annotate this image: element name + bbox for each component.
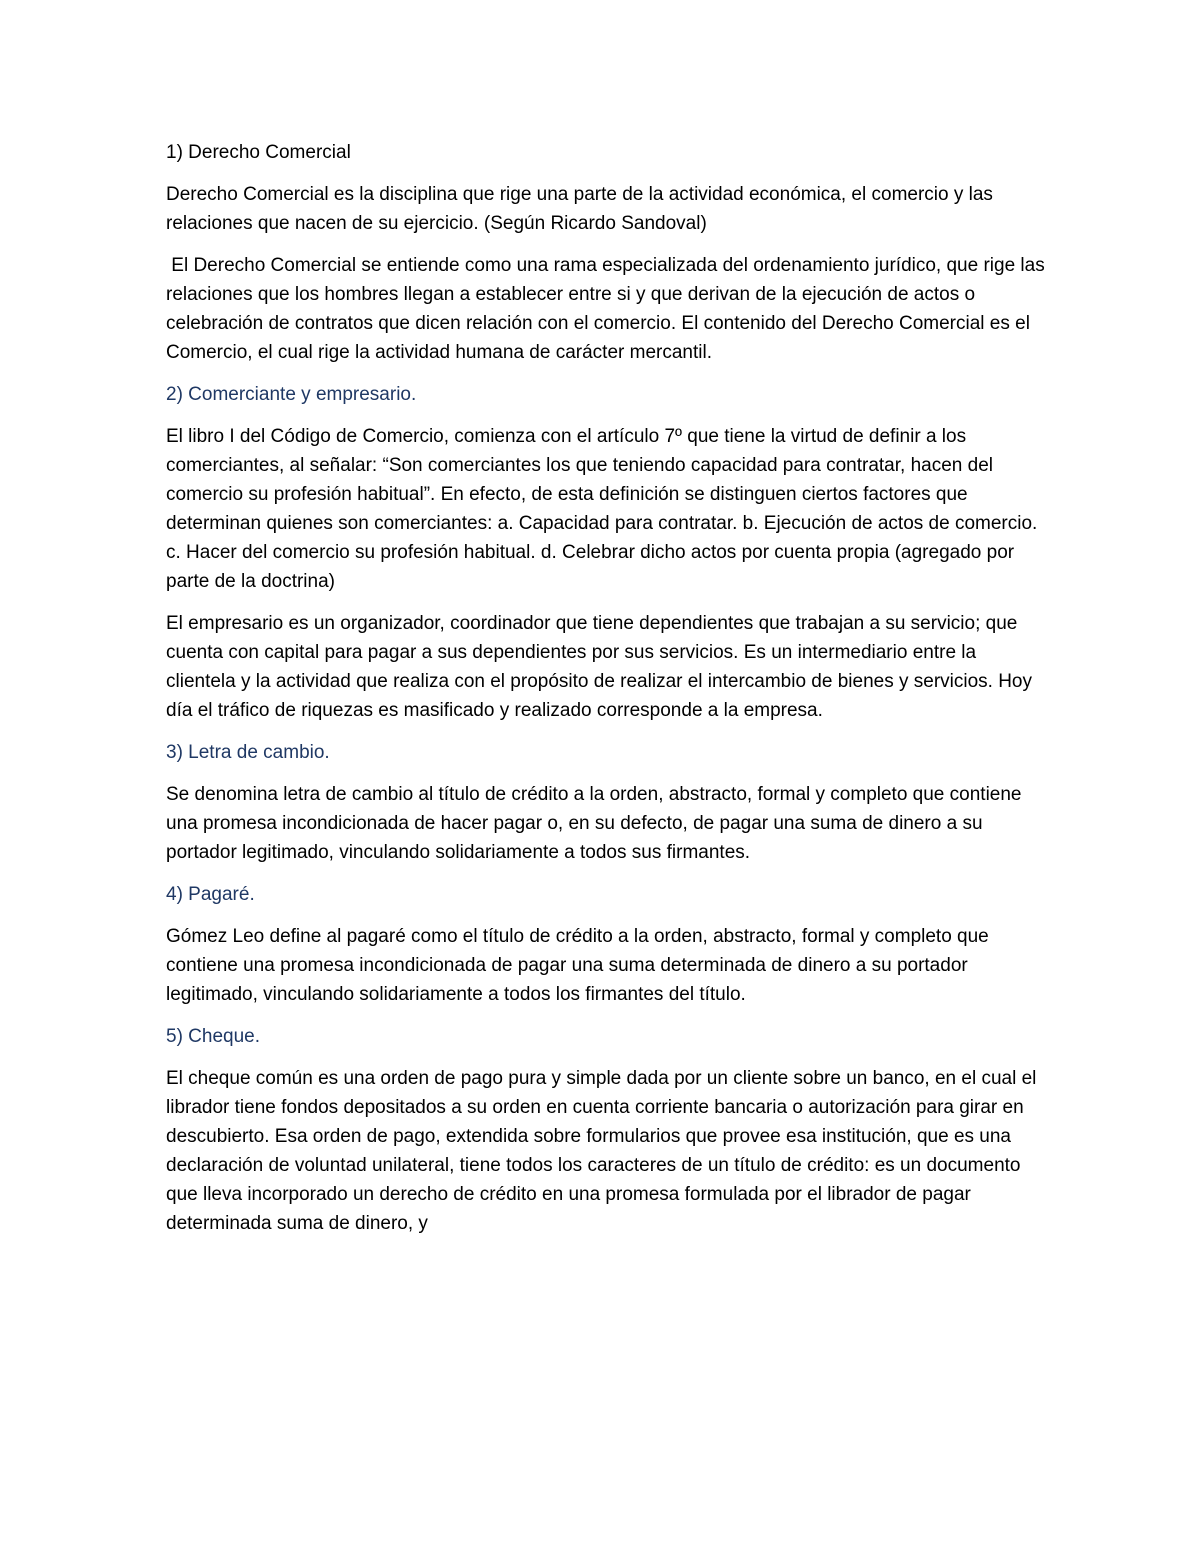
section-heading: 4) Pagaré. — [166, 884, 255, 905]
section-letra-de-cambio — [166, 738, 1046, 867]
paragraph: Derecho Comercial es la disciplina que rige una parte de la actividad económica, el comercio y las relaciones que nacen de su ejercicio. (Según Ricardo Sandoval) — [166, 184, 993, 234]
section-comerciante-empresario — [166, 380, 1046, 725]
paragraph: Gómez Leo define al pagaré como el título de crédito a la orden, abstracto, formal y completo que contiene una promesa incondicionada de pagar una suma determinada de dinero a su portador legitimado, vinculando solidariamente a todos los firmantes del título. — [166, 926, 989, 1005]
section-heading: 5) Cheque. — [166, 1026, 261, 1047]
paragraph: El cheque común es una orden de pago pura y simple dada por un cliente sobre un banco, en el cual el librador tiene fondos depositados a su orden en cuenta corriente bancaria o autorización para girar en descubierto. Esa orden de pago, extendida sobre formularios que provee esa institución, que es una declaración de voluntad unilateral, tiene todos los caracteres de un título de crédito: es un documento que lleva incorporado un derecho de crédito en una promesa formulada por el librador de pagar determinada suma de dinero, y — [166, 1068, 1037, 1234]
section-heading: 1) Derecho Comercial — [166, 142, 351, 163]
section-heading: 2) Comerciante y empresario. — [166, 384, 417, 405]
section-cheque — [166, 1022, 1046, 1238]
section-derecho-comercial — [166, 138, 1050, 367]
section-pagare — [166, 880, 1046, 1009]
section-heading: 3) Letra de cambio. — [166, 742, 330, 763]
paragraph: Se denomina letra de cambio al título de crédito a la orden, abstracto, formal y completo que contiene una promesa incondicionada de hacer pagar o, en su defecto, de pagar una suma de dinero a su portador legitimado, vinculando solidariamente a todos sus firmantes. — [166, 784, 1022, 863]
paragraph: El empresario es un organizador, coordinador que tiene dependientes que trabajan a su servicio; que cuenta con capital para pagar a sus dependientes por sus servicios. Es un intermediario entre la clientela y la actividad que realiza con el propósito de realizar el intercambio de bienes y servicios. Hoy día el tráfico de riquezas es masificado y realizado corresponde a la empresa. — [166, 613, 1033, 721]
paragraph: El Derecho Comercial se entiende como una rama especializada del ordenamiento jurídico, que rige las relaciones que los hombres llegan a establecer entre si y que derivan de la ejecución de actos o celebración de contratos que dicen relación con el comercio. El contenido del Derecho Comercial es el Comercio, el cual rige la actividad humana de carácter mercantil. — [166, 255, 1050, 363]
paragraph: El libro I del Código de Comercio, comienza con el artículo 7º que tiene la virtud de definir a los comerciantes, al señalar: “Son comerciantes los que teniendo capacidad para contratar, hacen del comercio su profesión habitual”. En efecto, de esta definición se distinguen ciertos factores que determinan quienes son comerciantes: a. Capacidad para contratar. b. Ejecución de actos de comercio. c. Hacer del comercio su profesión habitual. d. Celebrar dicho actos por cuenta propia (agregado por parte de la doctrina) — [166, 426, 1038, 592]
document-body — [166, 138, 1050, 1251]
